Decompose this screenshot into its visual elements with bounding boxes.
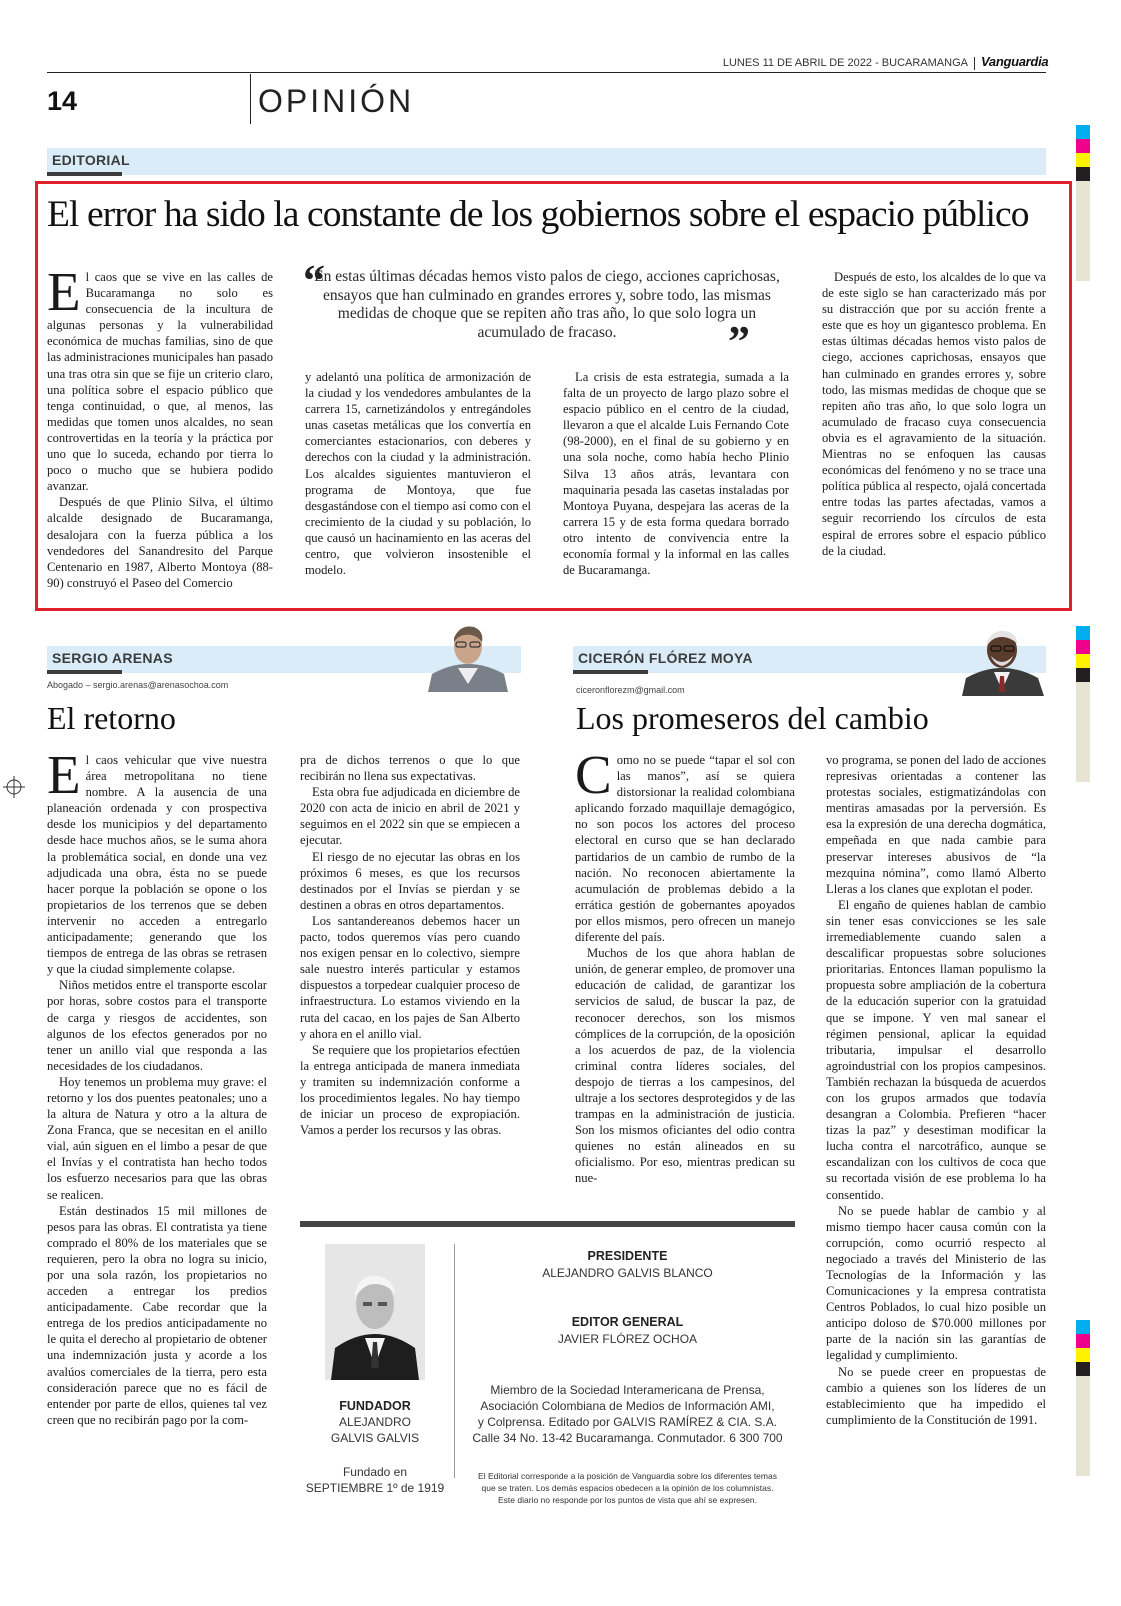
founder-label: FUNDADOR — [339, 1399, 411, 1413]
editorial-column-3 — [563, 369, 789, 578]
registration-swatch-yellow — [1076, 1348, 1090, 1362]
member-line-4: Calle 34 No. 13-42 Bucaramanga. Conmutador. 6 300 700 — [472, 1431, 783, 1445]
color-registration-strip-bottom — [1076, 1320, 1090, 1476]
column-left-byline: Abogado – sergio.arenas@arenasochoa.com — [47, 680, 229, 690]
founder-photo — [325, 1244, 425, 1380]
column-right-author: CICERÓN FLÓREZ MOYA — [578, 650, 753, 666]
registration-swatch-cyan — [1076, 626, 1090, 640]
masthead-vertical-divider — [454, 1244, 455, 1478]
open-quote-mark: “ — [303, 256, 325, 305]
member-line-1: Miembro de la Sociedad Interamericana de Prensa, — [490, 1383, 765, 1397]
editorial-column-2 — [305, 369, 531, 578]
founded-line-1: Fundado en — [342, 1465, 408, 1479]
column-left-author: SERGIO ARENAS — [52, 650, 173, 666]
registration-crosshair-icon — [3, 776, 25, 798]
column-paragraph: Muchos de los que ahora hablan de unión, de generar empleo, de promover una educación de calidad, de garantizar los servicios de salud, de buscar la paz, de reconocer derechos, son los mismos cómplices de la corrupción, de la oposición a los acuerdos de paz, de la violencia criminal contra líderes sociales, del despojo de tierras a los campesinos, del ultraje a los sectores desprotegidos y de las trampas en la administración de justicia. Son los mismos oficiantes del odio contra quienes no están alineados en su oficialismo. Por eso, mientras predican su nue- — [575, 946, 795, 1186]
editorial-pull-quote: En estas últimas décadas hemos visto palos de ciego, acciones caprichosas, ensayos que han culminado en grandes errores y, sobre todo, las mismas medidas de choque que se repiten año tras año, lo que solo logra un acumulado de fracaso. — [314, 268, 780, 341]
registration-swatch-magenta — [1076, 139, 1090, 153]
editorial-label-underline — [47, 172, 122, 176]
page-number: 14 — [47, 86, 78, 116]
top-rule — [47, 72, 1046, 73]
close-quote-mark: ” — [728, 317, 750, 366]
column-right-byline: ciceronflorezm@gmail.com — [576, 685, 685, 695]
editorial-paragraph: y adelantó una política de armonización de la ciudad y los vendedores ambulantes de la carrera 15, carnetizándolos y entregándoles unas casetas metálicas que los convertía en comerciantes estacionarios, con deberes y derechos con la ciudad y la administración. Los alcaldes siguientes mantuvieron el programa de Montoya, que fue desgastándose con el tiempo así como con el crecimiento de la ciudad y su población, lo que causó un hacinamiento en las aceras del centro, que volvieron insostenible el modelo. — [305, 370, 531, 578]
column-paragraph: Niños metidos entre el transporte escolar por horas, sobre costos para el transporte de carga y riesgos de accidentes, son algunos de los efectos generados por no tener un anillo vial que responda a las necesidades de los ciudadanos. — [47, 978, 267, 1073]
editorial-paragraph: Después de esto, los alcaldes de lo que va de este siglo se han caracterizado más por su distracción que por su acción frente a este que es hoy un gigantesco problema. En estas últimas décadas hemos visto palos de ciego, acciones caprichosas, ensayos que han culminado en grandes errores y, sobre todo, las mismas medidas de choque que se repiten año tras año, lo que solo logra un acumulado de fracaso cuya consecuencia obvia es el agravamiento de la situación. Mientras no se enfoquen las causas económicas del fenómeno y no se trace una política pública al respecto, ojalá concertada entre todas las partes afectadas, vamos a seguir recorriendo los círculos de esta espiral de errores sobre el espacio público de la ciudad. — [822, 270, 1046, 558]
member-line-2: Asociación Colombiana de Medios de Información AMI, — [480, 1399, 775, 1413]
column-paragraph: vo programa, se ponen del lado de acciones represivas orientadas a contener las protestas sociales, estigmatizándolas con mentiras amasadas por la perversión. Es esa la expresión de una derecha dogmática, empeñada en que nada cambie para preservar intereses abusivos de “la mezquina nómina”, como llamó Alberto Lleras a los clanes que explotan el poder. — [826, 753, 1046, 896]
column-paragraph: Los santandereanos debemos hacer un pacto, todos queremos vías pero cuando nos exigen pensar en lo colectivo, siempre sale nuestro interés particular y estamos dispuestos a torpedear cualquier proceso de infraestructura. Lo estamos viviendo en la ruta del cacao, en los pajes de San Alberto y ahora en el anillo vial. — [300, 913, 520, 1041]
column-left-text-a — [47, 744, 267, 1428]
color-registration-strip-top — [1076, 125, 1090, 281]
column-paragraph: pra de dichos terrenos o que lo que recibirán no llena sus expectativas. — [300, 753, 520, 784]
column-right-dropcap: C — [575, 744, 612, 805]
editorial-paragraph: La crisis de esta estrategia, sumada a la falta de un proyecto de largo plazo sobre el espacio público en el centro de la ciudad, llevaron a que el alcalde Luis Fernando Cote (98-2000), en el final de su gobierno y en una sola noche, como había hecho Plinio Silva 13 años atrás, levantara con maquinaria pesada las casetas instaladas por Montoya Puyana, despejara las aceras de la carrera 15 y de esta forma quedara borrado otro intento de convivencia entre la economía formal y la informal en las calles de Bucaramanga. — [563, 370, 789, 578]
registration-swatch-black — [1076, 668, 1090, 682]
column-paragraph: Hoy tenemos un problema muy grave: el retorno y los dos puentes peatonales; uno a la altura de Natura y otro a la altura de Zona Franca, que se necesitan en el anillo vial, aún siguen en el limbo a pesar de que el Invías y el contratista han hecho todos los esfuerzo necesarios para que las obras se realicen. — [47, 1074, 267, 1202]
editorial-label: EDITORIAL — [52, 152, 130, 168]
column-left-title: El retorno — [47, 700, 176, 736]
column-paragraph: El engaño de quienes hablan de cambio sin tener esas convicciones se les sale irremediablemente cuando salen a descalificar propuestas sobre soluciones prioritarias. Entonces llaman populismo la propuesta sobre ampliación de la cobertura de la educación superior con la gratuidad que se impone. Y ven mal sanear el régimen pensional, aplicar la equidad tributaria, impulsar el desarrollo agroindustrial con los propios campesinos. También rechazan la búsqueda de acuerdos con los grupos armados que todavía desangran a Colombia. Prefieren “hacer tizas la paz” y desestiman modificar la lucha contra el narcotráfico, aunque se escandalizan con los cultivos de coca que su recortada visión de ese problema lo ha consentido. — [826, 897, 1046, 1202]
column-right-text-a — [575, 744, 795, 1187]
registration-swatch-gray — [1076, 181, 1090, 281]
author-photo-ciceron-florez — [958, 624, 1048, 696]
editorial-paragraph: l caos que se vive en las calles de Bucaramanga no solo es consecuencia de la incultura de algunas personas y la vulnerabilidad económica de muchas familias, sino de que las administraciones municipales han pasado una tras otra sin que se fije un criterio claro, una política sobre el espacio público que tenga continuidad, o que, al menos, las medidas que tomen unos alcaldes, no sean controvertidas en la teoría y la práctica por uno que lo suceda, echando por tierra lo poco o mucho que se hubiera podido avanzar. — [47, 270, 273, 494]
section-divider — [250, 74, 251, 124]
disclaimer-line-1: El Editorial corresponde a la posición de Vanguardia sobre los diferentes temas — [478, 1471, 777, 1481]
column-paragraph: Están destinados 15 mil millones de pesos para las obras. El contratista ya tiene comprado el 80% de los materiales que se requieren, pero la obra no logra su inicio, por una sola razón, los propietarios no acceden a entregar los predios anticipadamente. Cabe recordar que la entrega de los predios anticipadamente no le quita el derecho al propietario de obtener una indemnización justa y acorde a los avalúos comerciales de la tierra, pero esta consideración parece que no es fácil de entender por parte de ellos, quienes tal vez creen que no recibirán pago por la com- — [47, 1203, 267, 1427]
column-paragraph: El riesgo de no ejecutar las obras en los próximos 6 meses, es que los recursos destinados por el Invías se pierdan y se destinen a obras en otros departamentos. — [300, 849, 520, 912]
disclaimer-line-3: Este diario no responde por los puntos de vista que ahí se expresen. — [498, 1495, 757, 1505]
column-left-text-b — [300, 752, 520, 1138]
column-left-dropcap: E — [47, 744, 81, 805]
editorial-headline: El error ha sido la constante de los gobiernos sobre el espacio público — [47, 194, 1029, 235]
editorial-section-bar — [47, 148, 1046, 175]
registration-swatch-gray — [1076, 1376, 1090, 1476]
column-right-title: Los promeseros del cambio — [576, 700, 929, 736]
registration-swatch-magenta — [1076, 640, 1090, 654]
editorial-paragraph: Después de que Plinio Silva, el último alcalde designado de Bucaramanga, desalojara con la fuerza pública a los vendedores del Sanandresito del Parque Centenario en 1987, Alberto Montoya (88-90) construyó el Paseo del Comercio — [47, 495, 273, 590]
column-left-underline — [47, 670, 122, 674]
column-paragraph: omo no se puede “tapar el sol con las manos”, así se quiera distorsionar la realidad colombiana aplicando forzado maquillaje demagógico, no son pocos los actores del proceso electoral en curso que se han declarado partidarios de un cambio de rumbo de la nación. No reconocen abiertamente la acumulación de problemas debido a la errática gestión de gobernantes apoyados por ellos mismos, pero ofrecen un manejo diferente del país. — [575, 753, 795, 945]
founder-name-line-2: GALVIS GALVIS — [330, 1431, 420, 1445]
newspaper-logo: Vanguardia — [981, 54, 1049, 69]
color-registration-strip-middle — [1076, 626, 1090, 782]
registration-swatch-black — [1076, 1362, 1090, 1376]
registration-swatch-cyan — [1076, 125, 1090, 139]
founder-name-line-1: ALEJANDRO — [338, 1415, 412, 1429]
editorial-dropcap: E — [47, 261, 81, 322]
column-paragraph: No se puede hablar de cambio y al mismo tiempo hacer causa común con la corrupción, como ocurrió respecto al negociado a través del Ministerio de las Tecnologías de la Información y las Comunicaciones y la empresa contratista Centros Poblados, lo cual hizo posible un anticipo doloso de $70.000 millones por parte de la nación sin las garantías de legalidad y cumplimiento. — [826, 1203, 1046, 1363]
registration-swatch-yellow — [1076, 654, 1090, 668]
member-line-3: y Colprensa. Editado por GALVIS RAMÍREZ & CIA. S.A. — [477, 1415, 778, 1429]
column-paragraph: Esta obra fue adjudicada en diciembre de 2020 con acta de inicio en abril de 2021 y seguimos en el 2022 sin que se empiecen a ejecutar. — [300, 785, 520, 848]
registration-swatch-gray — [1076, 682, 1090, 782]
dateline: LUNES 11 DE ABRIL DE 2022 - BUCARAMANGA — [722, 57, 968, 69]
author-photo-sergio-arenas — [420, 618, 516, 692]
column-paragraph: Se requiere que los propietarios efectúen la entrega anticipada de manera inmediata y tramiten su indemnización conforme a los procedimientos legales. No hay tiempo de iniciar un proceso de expropiación. Vamos a perder los recursos y las obras. — [300, 1042, 520, 1138]
president-name: ALEJANDRO GALVIS BLANCO — [542, 1266, 713, 1280]
registration-swatch-yellow — [1076, 153, 1090, 167]
registration-swatch-cyan — [1076, 1320, 1090, 1334]
column-right-underline — [573, 670, 648, 674]
column-right-text-b — [826, 752, 1046, 1428]
dateline-divider — [974, 57, 975, 70]
editorial-column-4 — [822, 269, 1046, 559]
column-paragraph: No se puede creer en propuestas de cambio a quienes son los líderes de un establecimiento que ha impedido el cumplimiento de la Constitución de 1991. — [826, 1364, 1046, 1427]
masthead-top-rule — [300, 1221, 795, 1227]
founded-line-2: SEPTIEMBRE 1º de 1919 — [305, 1481, 445, 1495]
editor-name: JAVIER FLÓREZ OCHOA — [557, 1332, 698, 1346]
column-paragraph: l caos vehicular que vive nuestra área metropolitana no tiene nombre. A la ausencia de una planeación ordenada y con prospectiva desde los municipios y del departamento desde hace muchos años, se le suma ahora la problemática social, en donde una vez adjudicada una obra, ésta no se puede hacer porque la población se opone o los propietarios de los terrenos que se deben intervenir no acceden a entregarlo anticipadamente; generando que los tiempos de entrega de las obras se retrasen y que la ciudad simplemente colapse. — [47, 753, 267, 977]
president-label: PRESIDENTE — [587, 1249, 668, 1263]
registration-swatch-black — [1076, 167, 1090, 181]
section-title: OPINIÓN — [258, 83, 415, 119]
editorial-column-1 — [47, 261, 273, 591]
registration-swatch-magenta — [1076, 1334, 1090, 1348]
editor-label: EDITOR GENERAL — [571, 1315, 684, 1329]
disclaimer-line-2: que se traten. Los demás espacios obedecen a la opinión de los columnistas. — [481, 1483, 774, 1493]
